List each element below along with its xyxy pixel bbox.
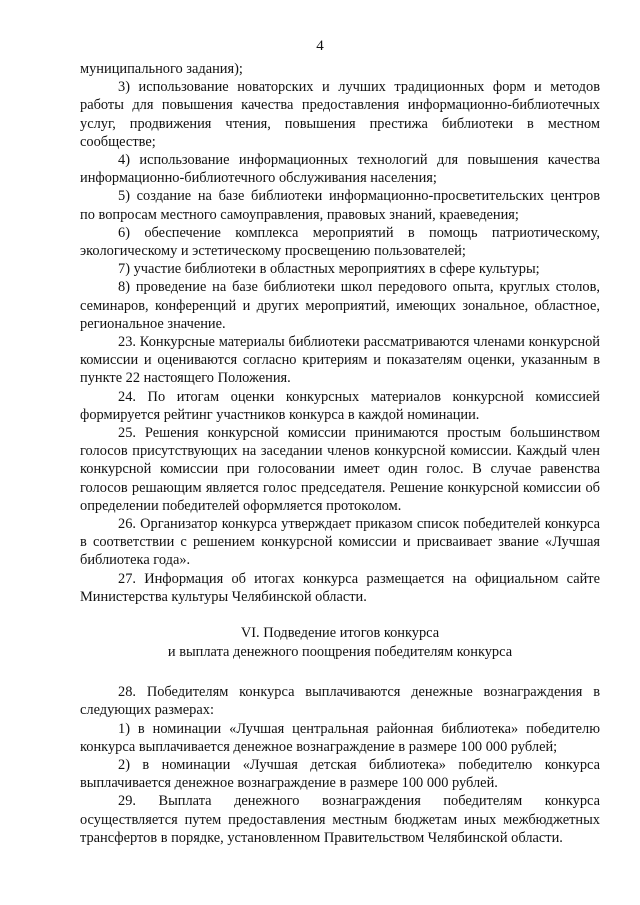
paragraph-item-3: 3) использование новаторских и лучших традиционных форм и методов работы для повышения качества предоставления информационно-библиотечных услуг, продвижения чтения, повышения престижа библиотеки в местном сообществе; [80,79,600,150]
paragraph-continuation: муниципального задания); [80,61,243,77]
paragraph-item-5: 5) создание на базе библиотеки информационно-просветительских центров по вопросам местного самоуправления, правовых знаний, краеведения; [80,188,600,223]
section-heading-line-1: VI. Подведение итогов конкурса [240,625,440,642]
paragraph-clause-29: 29. Выплата денежного вознаграждения победителям конкурса осуществляется путем предоставления местным бюджетам иных межбюджетных трансфертов в порядке, установленном Правительством Челябинской области. [80,793,600,846]
paragraph-clause-24: 24. По итогам оценки конкурсных материалов конкурсной комиссией формируется рейтинг участников конкурса в каждой номинации. [80,388,600,423]
paragraph-clause-28: 28. Победителям конкурса выплачиваются денежные вознаграждения в следующих размерах: [80,684,600,719]
paragraph-nomination-2: 2) в номинации «Лучшая детская библиотека» победителю конкурса выплачивается денежное вознаграждение в размере 100 000 рублей. [80,756,600,792]
section-heading-line-2: и выплата денежного поощрения победителям конкурса [167,643,513,660]
paragraph-clause-27: 27. Информация об итогах конкурса размещается на официальном сайте Министерства культуры Челябинской области. [80,570,600,605]
paragraph-clause-25: 25. Решения конкурсной комиссии принимаются простым большинством голосов присутствующих на заседании членов конкурсной комиссии. Каждый член конкурсной комиссии при голосовании имеет один голос. В случае равенства голосов решающим является голос председателя. Решение конкурсной комиссии об определении победителей оформляется протоколом. [80,425,600,514]
paragraph-item-4: 4) использование информационных технологий для повышения качества информационно-библиотечного обслуживания населения; [80,152,600,187]
paragraph-clause-23: 23. Конкурсные материалы библиотеки рассматриваются членами конкурсной комиссии и оцениваются согласно критериям и показателям оценки, указанным в пункте 22 настоящего Положения. [80,334,600,387]
paragraph-nomination-1: 1) в номинации «Лучшая центральная районная библиотека» победителю конкурса выплачивается денежное вознаграждение в размере 100 000 рублей; [80,720,600,755]
paragraph-clause-26: 26. Организатор конкурса утверждает приказом список победителей конкурса в соответствии с решением конкурсной комиссии и присваивает звание «Лучшая библиотека года». [80,516,600,569]
paragraph-item-6: 6) обеспечение комплекса мероприятий в помощь патриотическому, экологическому и эстетическому просвещению пользователей; [80,224,600,260]
section-heading [80,624,600,661]
paragraph-item-7: 7) участие библиотеки в областных мероприятиях в сфере культуры; [118,261,540,278]
page-number: 4 [316,38,324,54]
document-body [80,60,600,847]
paragraph-item-8: 8) проведение на базе библиотеки школ передового опыта, круглых столов, семинаров, конференций и других мероприятий, имеющих зональное, областное, региональное значение. [80,279,600,332]
